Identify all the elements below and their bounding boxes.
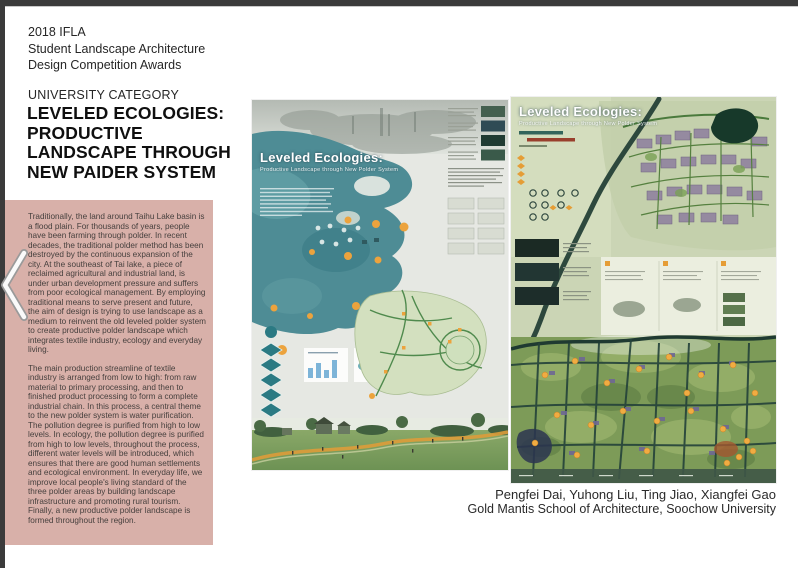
competition-header [28, 24, 205, 74]
poster-board-right [511, 97, 776, 483]
poster-title: Leveled Ecologies: [260, 150, 384, 165]
poster-title: Leveled Ecologies: [519, 104, 643, 119]
credits-affiliation: Gold Mantis School of Architecture, Soochow University [467, 502, 776, 516]
description-paragraph: The main production streamline of textile industry is arranged from low to high: from raw material to primary processing, and then to finished product processing to form a complete industrial chain. In this process, a central theme to the new polder system is water purification. The pollution degree is purified from high to low levels. In ecology, the pollution degree is purified from high to low levels, throughout the process, different water levels will be introduced, which ensures that there are good human settlements and ecological environment. In everyday life, we improve local people's living standard of the three polder areas by building landscape infrastructure and promoting rural tourism. Finally, a new productive polder landscape is formed throughout the region. [28, 363, 204, 525]
page-title-line: NEW PAIDER SYSTEM [27, 161, 217, 182]
page-title-line: LEVELED ECOLOGIES: [27, 103, 225, 123]
page-title-line: LANDSCAPE THROUGH [27, 142, 231, 162]
page-title [27, 104, 231, 182]
poster-subtitle: Productive Landscape through New Polder System [260, 167, 399, 173]
credits-authors: Pengfei Dai, Yuhong Liu, Ting Jiao, Xiangfei Gao [495, 487, 776, 502]
header-line: 2018 IFLA [28, 25, 86, 39]
chevron-left-icon [0, 248, 30, 322]
perspective-render [252, 413, 508, 470]
credits [468, 487, 776, 517]
page-title-line: PRODUCTIVE [27, 122, 143, 143]
poster-subtitle: Productive Landscape through New Polder System [519, 121, 658, 127]
detail-panels [601, 257, 776, 335]
description-panel [5, 200, 213, 545]
header-line: Student Landscape Architecture [28, 41, 206, 56]
poster-board-left [252, 100, 508, 470]
category-label: UNIVERSITY CATEGORY [28, 88, 180, 102]
poster-right-graphic [511, 97, 776, 483]
aerial-masterplan [511, 335, 776, 483]
description-paragraph: Traditionally, the land around Taihu Lake basin is a flood plain. For thousands of years, people have been farming through polder. In recent decades, the traditional polder method has been destroyed by the continuous expansion of the city. At the southeast of Tai lake, a piece of reclaimed agricultural and industrial land, is under urban development pressure and suffers from poor ecological management. By employing traditional means to serve present and future, the aim of design is trying to use landscape as a medium to reinvent the old leveled polder system to create productive polder landscape which integrates textile industry, ecology and everyday living. [28, 212, 206, 354]
header-line: Design Competition Awards [28, 58, 182, 72]
window-top-edge [0, 0, 798, 7]
prev-page-button[interactable] [0, 248, 30, 322]
